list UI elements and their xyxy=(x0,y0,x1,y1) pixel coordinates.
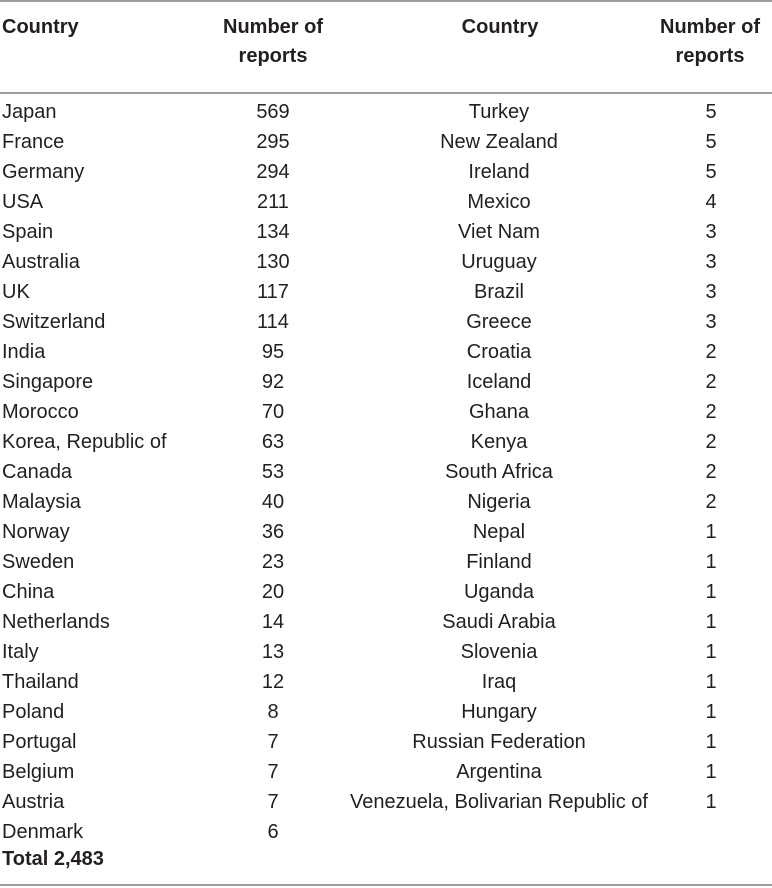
right-country-cell: Ireland xyxy=(468,161,530,183)
left-reports-cell: 53 xyxy=(261,461,285,483)
left-country-cell: Korea, Republic of xyxy=(2,431,167,453)
header-reports-right-line2: reports xyxy=(675,45,745,67)
table-row xyxy=(0,427,772,457)
right-reports-cell: 1 xyxy=(705,581,717,603)
left-country-cell: USA xyxy=(2,191,44,213)
left-country-cell: Singapore xyxy=(2,371,94,393)
left-reports-cell: 70 xyxy=(261,401,285,423)
right-country-cell: Kenya xyxy=(470,431,528,453)
header-reports-left xyxy=(200,13,346,71)
right-reports-cell: 3 xyxy=(705,311,717,333)
right-country-cell: Russian Federation xyxy=(412,731,586,753)
right-country-cell: Greece xyxy=(466,311,532,333)
table-row xyxy=(0,127,772,157)
left-country-cell: Spain xyxy=(2,221,54,243)
left-reports-cell: 569 xyxy=(256,101,290,123)
left-reports-cell: 36 xyxy=(261,521,285,543)
left-country-cell: UK xyxy=(2,281,30,303)
table-row xyxy=(0,817,772,847)
right-reports-cell: 1 xyxy=(705,701,717,723)
right-reports-cell: 5 xyxy=(705,161,717,183)
left-country-cell: Poland xyxy=(2,701,65,723)
left-country-cell: Thailand xyxy=(2,671,79,693)
left-country-cell: Canada xyxy=(2,461,73,483)
right-country-cell: Viet Nam xyxy=(458,221,540,243)
header-reports-left-line2: reports xyxy=(238,45,308,67)
left-country-cell: Japan xyxy=(2,101,57,123)
right-country-cell: Hungary xyxy=(461,701,537,723)
right-country-cell: New Zealand xyxy=(440,131,558,153)
left-reports-cell: 20 xyxy=(261,581,285,603)
header-reports-right-line1: Number of xyxy=(660,16,760,38)
right-reports-cell: 1 xyxy=(705,761,717,783)
right-reports-cell: 1 xyxy=(705,611,717,633)
header-country-right xyxy=(430,13,570,42)
right-reports-cell: 1 xyxy=(705,671,717,693)
table-row xyxy=(0,517,772,547)
right-country-cell: Ghana xyxy=(468,401,530,423)
right-reports-cell: 2 xyxy=(705,431,717,453)
left-country-cell: Germany xyxy=(2,161,85,183)
left-country-cell: Italy xyxy=(2,641,39,663)
right-country-cell: Venezuela, Bolivarian Republic of xyxy=(350,791,648,813)
right-country-cell: Mexico xyxy=(467,191,531,213)
right-reports-cell: 2 xyxy=(705,401,717,423)
left-reports-cell: 95 xyxy=(261,341,285,363)
right-country-cell: Nepal xyxy=(472,521,526,543)
left-country-cell: Norway xyxy=(2,521,70,543)
table-row xyxy=(0,97,772,127)
left-reports-cell: 8 xyxy=(267,701,279,723)
left-reports-cell: 13 xyxy=(261,641,285,663)
left-country-cell: Austria xyxy=(2,791,65,813)
right-country-cell: Turkey xyxy=(468,101,530,123)
right-country-cell: Uruguay xyxy=(461,251,537,273)
right-reports-cell: 1 xyxy=(705,731,717,753)
table-row xyxy=(0,397,772,427)
table-row xyxy=(0,157,772,187)
left-reports-cell: 7 xyxy=(267,731,279,753)
right-reports-cell: 1 xyxy=(705,641,717,663)
left-country-cell: Belgium xyxy=(2,761,75,783)
left-reports-cell: 295 xyxy=(256,131,290,153)
left-country-cell: India xyxy=(2,341,46,363)
table-row xyxy=(0,667,772,697)
right-reports-cell: 1 xyxy=(705,791,717,813)
left-country-cell: Denmark xyxy=(2,821,84,843)
right-country-cell: Iceland xyxy=(466,371,532,393)
left-country-cell: Netherlands xyxy=(2,611,110,633)
table-row xyxy=(0,787,772,817)
header-country-right-text: Country xyxy=(461,16,539,38)
left-country-cell: Sweden xyxy=(2,551,75,573)
left-reports-cell: 130 xyxy=(256,251,290,273)
left-country-cell: China xyxy=(2,581,55,603)
right-country-cell: Iraq xyxy=(481,671,517,693)
header-rule xyxy=(0,92,772,94)
header-country-left xyxy=(2,13,79,42)
left-reports-cell: 14 xyxy=(261,611,285,633)
right-reports-cell: 3 xyxy=(705,221,717,243)
table-row xyxy=(0,187,772,217)
table-row xyxy=(0,337,772,367)
right-reports-cell: 4 xyxy=(705,191,717,213)
left-reports-cell: 6 xyxy=(267,821,279,843)
right-reports-cell: 3 xyxy=(705,281,717,303)
left-reports-cell: 294 xyxy=(256,161,290,183)
table-row xyxy=(0,367,772,397)
right-reports-cell: 5 xyxy=(705,131,717,153)
table-top-rule xyxy=(0,0,772,2)
left-country-cell: France xyxy=(2,131,65,153)
right-country-cell: Finland xyxy=(466,551,532,573)
left-reports-cell: 23 xyxy=(261,551,285,573)
right-country-cell: Croatia xyxy=(466,341,532,363)
table-row xyxy=(0,217,772,247)
table-row xyxy=(0,757,772,787)
table-row xyxy=(0,457,772,487)
right-reports-cell: 2 xyxy=(705,491,717,513)
left-reports-cell: 114 xyxy=(257,311,289,333)
left-reports-cell: 211 xyxy=(257,191,289,213)
left-reports-cell: 7 xyxy=(267,761,279,783)
table-row xyxy=(0,577,772,607)
left-reports-cell: 117 xyxy=(257,281,289,303)
left-reports-cell: 92 xyxy=(261,371,285,393)
left-country-cell: Switzerland xyxy=(2,311,106,333)
right-reports-cell: 1 xyxy=(705,521,717,543)
table-body xyxy=(0,97,772,847)
header-reports-right xyxy=(648,13,772,71)
table-row xyxy=(0,727,772,757)
total-row: Total 2,483 xyxy=(2,848,104,870)
table-row xyxy=(0,487,772,517)
right-country-cell: South Africa xyxy=(445,461,553,483)
table-row xyxy=(0,697,772,727)
header-reports-left-line1: Number of xyxy=(223,16,323,38)
left-country-cell: Australia xyxy=(2,251,80,273)
left-country-cell: Malaysia xyxy=(2,491,81,513)
table-row xyxy=(0,247,772,277)
right-reports-cell: 5 xyxy=(705,101,717,123)
table-row xyxy=(0,637,772,667)
left-reports-cell: 134 xyxy=(256,221,290,243)
left-country-cell: Morocco xyxy=(2,401,79,423)
right-reports-cell: 2 xyxy=(705,461,717,483)
header-country-left-text: Country xyxy=(2,16,79,38)
right-country-cell: Brazil xyxy=(473,281,524,303)
right-country-cell: Nigeria xyxy=(467,491,531,513)
table-row xyxy=(0,547,772,577)
left-reports-cell: 40 xyxy=(261,491,285,513)
table-row xyxy=(0,607,772,637)
left-reports-cell: 63 xyxy=(261,431,285,453)
left-reports-cell: 12 xyxy=(261,671,285,693)
right-reports-cell: 2 xyxy=(705,371,717,393)
right-reports-cell: 3 xyxy=(705,251,717,273)
table-bottom-rule xyxy=(0,884,772,886)
right-country-cell: Slovenia xyxy=(460,641,538,663)
right-country-cell: Saudi Arabia xyxy=(442,611,556,633)
right-reports-cell: 1 xyxy=(705,551,717,573)
right-country-cell: Argentina xyxy=(456,761,542,783)
left-country-cell: Portugal xyxy=(2,731,77,753)
right-reports-cell: 2 xyxy=(705,341,717,363)
table-row xyxy=(0,277,772,307)
left-reports-cell: 7 xyxy=(267,791,279,813)
right-country-cell: Uganda xyxy=(463,581,535,603)
table-row xyxy=(0,307,772,337)
